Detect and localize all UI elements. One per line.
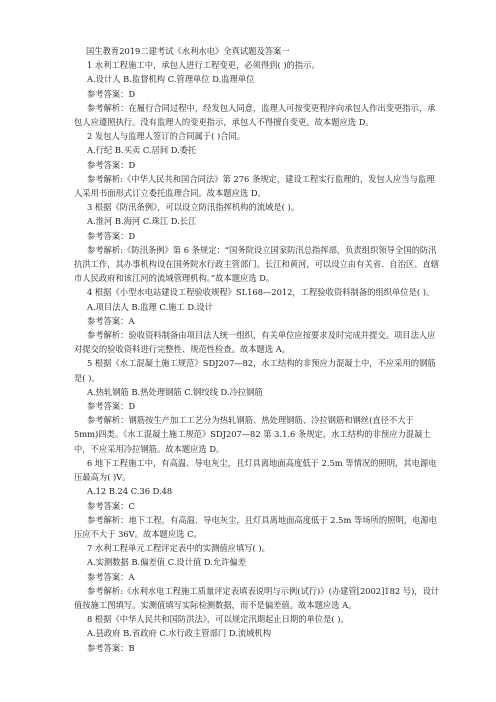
explanation-text: 参考解析：地下工程，有高温、导电灰尘，且灯具离地面高度低于 2.5m 等场所的照明，电源电压应不大于 36V。故本题应选 C。: [74, 514, 437, 539]
explanation-text: 参考解析：在履行合同过程中，经发包人同意，监理人可按变更程序向承包人作出变更指示，承包人应遵照执行。没有监理人的变更指示，承包人不得擅自变更。故本题应选 D。: [74, 102, 436, 128]
question-options: A.实测数据 B.偏差值 C.设计值 D.允许偏差: [87, 557, 247, 568]
answer-line: 参考答案：C: [87, 500, 135, 511]
question-text: 8 根据《中华人民共和国防洪法》，可以规定汛期起止日期的单位是( )。: [87, 614, 349, 625]
question-options: A.热轧钢筋 B.热处理钢筋 C.钢绞线 D.冷拉钢筋: [87, 386, 263, 397]
explanation-text: 参考解析:《水利水电工程施工质量评定表填表说明与示例(试行)》(办建管[2002]182 号)，设计值按施工图填写。实测值填写实际检测数据，而不是偏差值。故本题应选 A。: [74, 585, 440, 610]
question-text: 7 水利工程单元工程评定表中的实测值应填写( )。: [87, 543, 270, 554]
question-text: 2 发包人与监理人签订的合同属于( )合同。: [87, 131, 246, 142]
question-options: A.设计人 B.监督机构 C.管理单位 D.监理单位: [87, 74, 255, 85]
question-options: A.淮河 B.海河 C.珠江 D.长江: [87, 216, 197, 227]
explanation-text: 参考解析:《防汛条例》第 6 条规定：“国务院设立国家防汛总指挥部，负责组织领导全国的防汛抗洪工作，其办事机构设在国务院水行政主管部门。长江和黄河，可以设立由有关省、自治区、直辖市人民政府和该江河的流域管理机构。”故本题应选 D。: [74, 244, 440, 284]
answer-line: 参考答案：A: [87, 571, 135, 582]
question-list: [74, 58, 440, 655]
answer-line: 参考答案：D: [87, 230, 136, 241]
question-text: 6 地下工程施工中，有高温、导电灰尘，且灯具离地面高度低于 2.5m 等情况的照明，其电源电压最高为( )V。: [74, 457, 437, 483]
answer-line: 参考答案：D: [87, 159, 136, 170]
question-text: 1 水利工程施工中，承包人进行工程变更，必须得到( )的指示。: [87, 60, 320, 71]
answer-line: 参考答案：A: [87, 315, 135, 326]
question-options: A.项目法人 B.监理 C.施工 D.设计: [87, 301, 213, 312]
question-options: A.县政府 B.省政府 C.水行政主管部门 D.流域机构: [87, 628, 272, 639]
question-options: A.12 B.24 C.36 D.48: [87, 486, 173, 497]
answer-line: 参考答案：D: [87, 88, 136, 99]
answer-line: 参考答案：B: [87, 642, 135, 653]
explanation-text: 参考解析：验收资料制备由项目法人统一组织，有关单位应按要求及时完成并提交。项目法人应对提交的验收资料进行完整性、规范性检查。故本题选 A。: [74, 330, 436, 355]
question-options: A.行纪 B.买卖 C.居间 D.委托: [87, 145, 197, 156]
explanation-text: 参考解析：钢筋按生产加工工艺分为热轧钢筋、热处理钢筋、冷拉钢筋和钢丝(直径不大于 5mm)四类。《水工混凝土施工规范》SDJ207—82 第 3.1.6 条规定，水工结构的非预应力混凝土中，不应采用冷拉钢筋。故本题应选 D。: [74, 415, 431, 454]
document-title: 国生教育2019二建考试《水利水电》全真试题及答案一: [86, 46, 290, 56]
question-text: 3 根据《防汛条例》，可以设立防汛指挥机构的流域是( )。: [87, 202, 300, 213]
question-text: 5 根据《水工混凝土施工规范》SDJ207—82，水工结构的非预应力混凝土中，不应采用的钢筋是( )。: [74, 358, 436, 383]
question-text: 4 根据《小型水电站建设工程验收规程》SL168—2012，工程验收资料制备的组织单位是( )。: [87, 287, 435, 298]
answer-line: 参考答案：D: [87, 401, 136, 412]
explanation-text: 参考解析:《中华人民共和国合同法》第 276 条规定，建设工程实行监理的，发包人应当与监理人采用书面形式订立委托监理合同。故本题应选 D。: [74, 173, 435, 199]
